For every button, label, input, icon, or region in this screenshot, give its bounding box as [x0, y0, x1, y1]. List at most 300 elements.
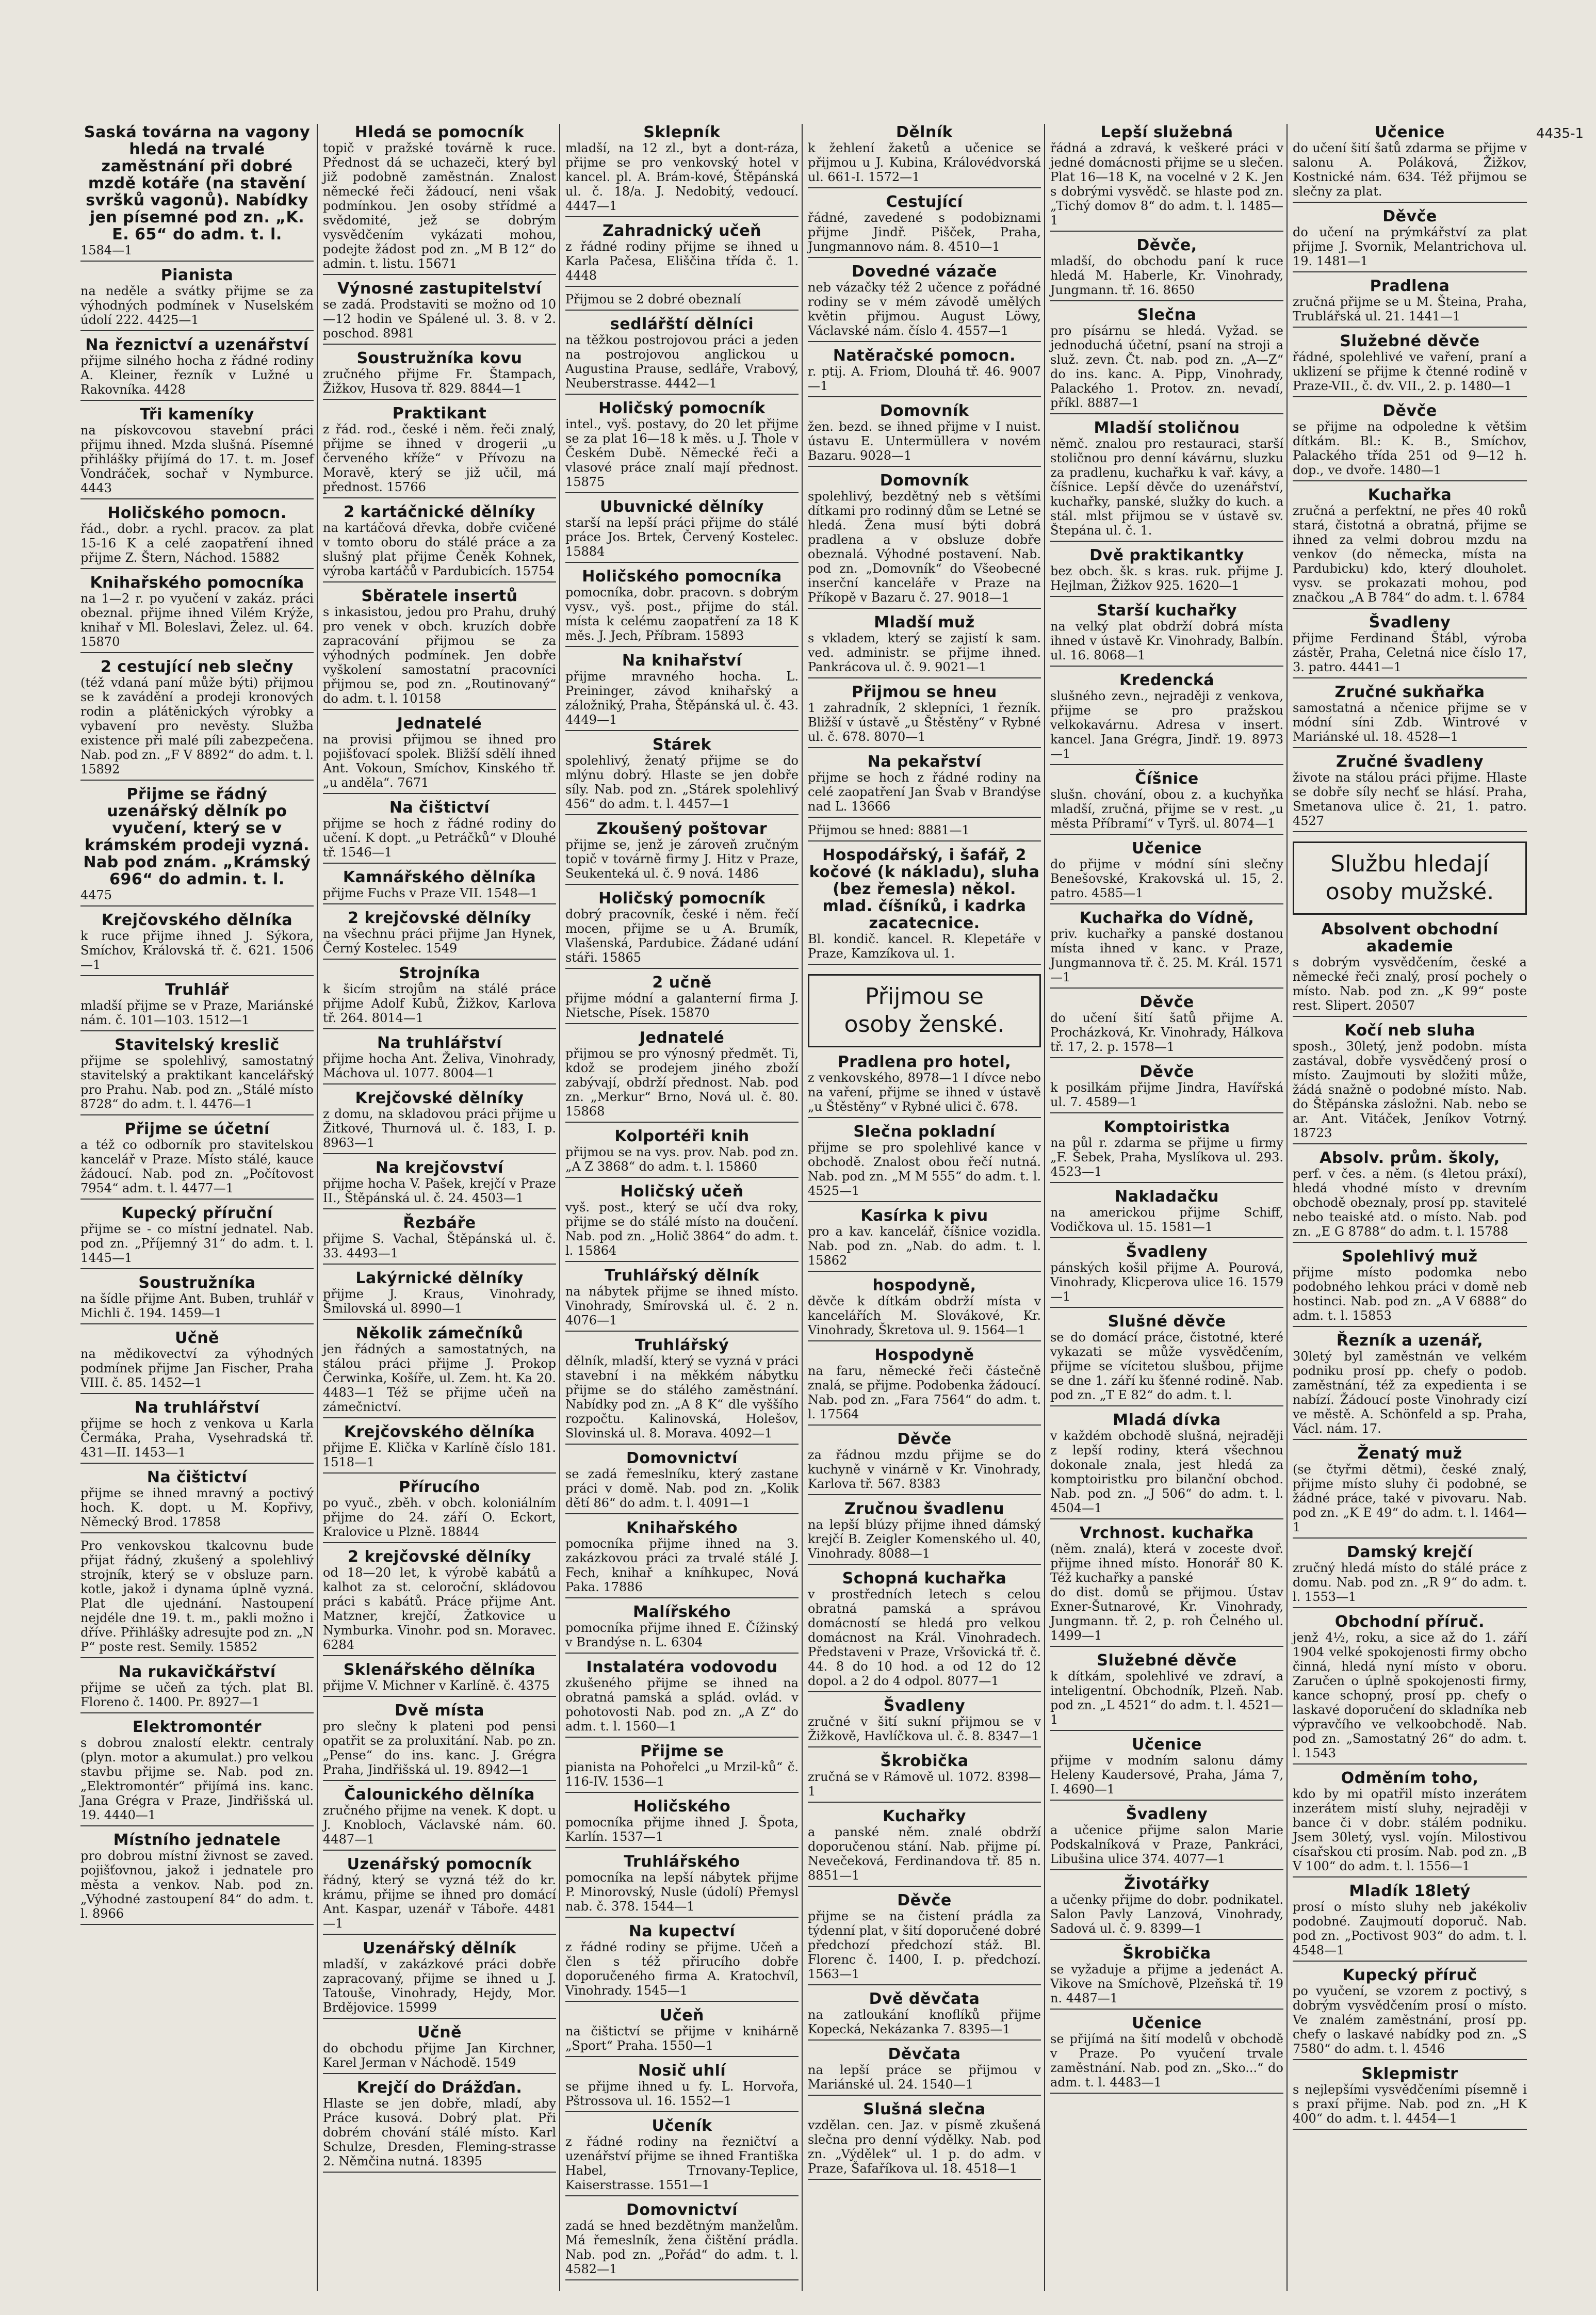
ad-headline: Na truhlářství [377, 1034, 502, 1052]
ad-headline: Knihařského [626, 1519, 738, 1537]
classified-ad [808, 347, 1041, 397]
ad-body: dělník, mladší, který se vyzná v práci stavební i na měkkém nábytku přijme se do stálého zaměstnání. Nabídky pod zn. „A 8 K“ dle vyššího rozpočtu. Kalinovská, Holešov, Slovinská ul. 8. Morava. 4092—1 [565, 1354, 799, 1440]
ad-headline: Zručné sukňařka [1334, 683, 1485, 701]
classified-ad [1050, 1313, 1283, 1406]
classified-ad [323, 1423, 556, 1474]
ad-body: pánských košil přijme A. Pourová, Vinohrady, Klicperova ulice 16. 1579—1 [1050, 1260, 1283, 1304]
classified-ad [1050, 1652, 1283, 1731]
ad-headline: Natěračské pomocn. [833, 347, 1016, 365]
ad-body: pro a kav. kancelář, číšnice vozidla. Nab. pod zn. „Nab. do adm. t. l. 15862 [808, 1224, 1041, 1268]
ad-headline: Holičského pomocn. [107, 504, 287, 522]
classified-ad [808, 1892, 1041, 1985]
ad-body: přijme se hoch z venkova u Karla Čermáka, Praha, Vysehradská tř. 431—II. 1453—1 [80, 1416, 314, 1460]
classified-ad [565, 1853, 799, 1918]
ad-body: pro dobrou místní živnost se zaved. pojišťovnou, jakož i jednatele pro města a venkov. Nab. pod zn. „Výhodné zastoupení 84“ do adm. t. l. 8966 [80, 1849, 314, 1921]
ad-body: na zatloukání knoflíků přijme Kopecká, Nekázanka 7. 8395—1 [808, 2008, 1041, 2036]
ad-headline: Zručnou švadlenu [844, 1500, 1004, 1518]
classified-ad [80, 1539, 314, 1658]
classified-ad [80, 1205, 314, 1269]
classified-ad [565, 652, 799, 731]
ad-body: do obchodu přijme Jan Kirchner, Karel Jerman v Náchodě. 1549 [323, 2041, 556, 2070]
classified-ad [80, 267, 314, 331]
classified-ad [323, 1215, 556, 1265]
ad-headline: Děvče [1139, 993, 1194, 1011]
classified-ad [323, 869, 556, 904]
ad-body: z řádné rodiny na řezničtví a uzenářství přijme se ihned Františka Habel, Trnovany-Teplice, Kaiserstrasse. 1551—1 [565, 2134, 799, 2192]
ad-body: mladší přijme se v Praze, Mariánské nám. č. 101—103. 1512—1 [80, 998, 314, 1027]
classified-ad [565, 222, 799, 287]
ad-body: jenž 4½, roku, a sice až do 1. září 1904 velké spokojenosti firmy obcho činná, hledá nyní místo v oboru. Zaručen o úplně spokojenosti firmy, kance schopný, prosí pp. chefy o laskavé doporučení do skladníka neb výpravčího ve velkoobchodě. Nab. pod zn. „Samostatný 26“ do adm. t. l. 1543 [1293, 1630, 1527, 1760]
ad-headline: Krejčovského dělníka [101, 911, 293, 929]
ad-headline: Kamnářského dělníka [343, 868, 536, 886]
ad-body: na neděle a svátky přijme se za výhodných podmínek v Nuselském údolí 222. 4425—1 [80, 284, 314, 327]
ad-body: spolehlivý, bezdětný neb s většími dítkami pro rodinný dům se Letné se hledá. Žena musí býti dobrá pradlena a v obsluze dobře obeznalá. Výhodné postavení. Nab. pod zn. „Domovník“ do Všeobecné inserční kanceláře v Praze na Příkopě v Bazaru č. 27. 9018—1 [808, 489, 1041, 605]
ad-body: slušného zevn., nejraději z venkova, přijme se pro pražskou velkokavárnu. Adresa v insert. kancel. Jana Grégra, Jindř. 19. 8973—1 [1050, 689, 1283, 761]
ad-body: přijme se pro spolehlivé kance v obchodě. Znalost obou řečí nutná. Nab. pod zn. „M M 555“ do adm. t. l. 4525—1 [808, 1140, 1041, 1198]
ad-body: přijme se hoch z řádné rodiny do učení. K dopt. „u Petráčků“ v Dlouhé tř. 1546—1 [323, 816, 556, 860]
ad-headline: Přijmou se hneu [852, 683, 997, 701]
classified-ad [1293, 487, 1527, 609]
classified-ad [565, 400, 799, 493]
ad-body: s dobrým vysvědčením, české a německé řeči znalý, prosí pochely o místo. Nab. pod zn. „K 99“ poste rest. Slipert. 20507 [1293, 955, 1527, 1013]
classified-ad [80, 336, 314, 401]
ad-body: pro písárnu se hledá. Vyžad. se jednoduchá účetní, psaní na stroji a služ. zevn. Čt. nab. pod zn. „A—Z“ do ins. kanc. A. Pipp, Vinohrady, Palackého 1. Protov. zn. nevadí, příkl. 8887—1 [1050, 323, 1283, 410]
ad-headline: Na krejčovství [375, 1159, 504, 1177]
classified-ad [323, 280, 556, 345]
ad-body: zručný hledá místo do stálé práce z domu. Nab. pod zn. „R 9“ do adm. t. l. 1553—1 [1293, 1561, 1527, 1604]
classified-ad [1050, 602, 1283, 667]
ad-headline: Ubuvnické dělníky [600, 498, 764, 516]
classified-ad [1293, 1613, 1527, 1764]
ad-body: na půl r. zdarma se přijme u firmy „F. Šebek, Praha, Myslíkova ul. 293. 4523—1 [1050, 1136, 1283, 1179]
ad-body: jen řádných a samostatných, na stálou práci přijme J. Prokop Čerwinka, Košíře, ul. Zem. ht. Ka 20. 4483—1 Též se přijme učeň na zámečnictví. [323, 1342, 556, 1414]
ad-headline: Hospodářský, i šafář, 2 kočové (k nákladu), sluha (bez řemesla) někol. mlad. číšníků, i kadrka zacatecnice. [809, 846, 1040, 932]
classified-ad [808, 263, 1041, 342]
page-number: 4435-1 [1536, 126, 1584, 141]
classified-ad [80, 1037, 314, 1115]
section-header-line: osoby ženské. [844, 1011, 1005, 1038]
ad-body: na faru, německé řeči částečně znalá, se přijme. Podobenka žádoucí. Nab. pod zn. „Fara 7564“ do adm. t. l. 17564 [808, 1364, 1041, 1421]
ad-headline: Učenice [1132, 2014, 1202, 2032]
ad-body: přijme hocha Ant. Želiva, Vinohrady, Máchova ul. 1077. 8004—1 [323, 1051, 556, 1080]
ad-headline: Odměním toho, [1341, 1769, 1479, 1787]
ad-headline: Kuchařka [1367, 486, 1452, 504]
classified-ad [808, 2101, 1041, 2180]
column-5 [1047, 124, 1288, 2291]
classified-ad [565, 1519, 799, 1598]
classified-ad [565, 498, 799, 563]
ad-headline: Na řeznictví a uzenářství [85, 336, 309, 354]
classified-ad [323, 1702, 556, 1781]
ad-body: a učenky přijme do dobr. podnikatel. Salon Pavly Lanzová, Vinohrady, Sadová ul. č. 9. 8399—1 [1050, 1892, 1283, 1936]
ad-headline: Na truhlářství [134, 1399, 259, 1417]
classified-ad [323, 1661, 556, 1697]
classified-ad [323, 1479, 556, 1543]
ad-body: přijme se učeň za tých. plat Bl. Floreno č. 1400. Pr. 8927—1 [80, 1680, 314, 1709]
ad-headline: sedlářští dělníci [610, 315, 754, 333]
ad-body: r. ptij. A. Friom, Dlouhá tř. 46. 9007—1 [808, 364, 1041, 393]
ad-body: k ruce přijme ihned J. Sýkora, Smíchov, Královská tř. č. 621. 1506—1 [80, 929, 314, 972]
ad-headline: Stavitelský kreslič [115, 1036, 280, 1054]
ad-headline: Škrobička [880, 1752, 969, 1770]
classified-ad [1293, 333, 1527, 397]
classified-ad [1050, 1188, 1283, 1238]
ad-headline: Truhlářský [634, 1336, 729, 1354]
classified-ad [80, 1719, 314, 1826]
ad-body: přijme mravného hocha. L. Preininger, závod knihařský a záložniký, Praha, Štěpánská ul. č. 43. 4449—1 [565, 669, 799, 727]
classified-ad [1050, 1525, 1283, 1647]
classified-ad [1293, 278, 1527, 328]
ad-body: řádná a zdravá, k veškeré práci v jedné domácnosti přijme se u slečen. Plat 16—18 K, na vocelné v 2 K. Jen s dobrými vysvědč. se hlaste pod zn. „Tichý domov 8“ do adm. t. l. 1485—1 [1050, 141, 1283, 228]
ad-headline: Nakladačku [1115, 1188, 1219, 1206]
classified-ad [80, 1832, 314, 1925]
ad-body: starší na lepší práci přijme do stálé práce Jos. Brtek, Červený Kostelec. 15884 [565, 515, 799, 559]
ad-headline: Švadleny [1126, 1243, 1208, 1261]
classified-ad [80, 574, 314, 653]
ad-body: prosí o místo sluhy neb jakékoliv podobné. Zaujmoutí doporuč. Nab. pod zn. „Poctivost 903“ do adm. t. l. 4548—1 [1293, 1900, 1527, 1957]
classified-ad [565, 1337, 799, 1445]
classified-ad [808, 124, 1041, 188]
classified-ad [808, 1500, 1041, 1565]
ad-body: zručná přijme se u M. Šteina, Praha, Trublářská ul. 21. 1441—1 [1293, 295, 1527, 323]
classified-ad [565, 1450, 799, 1514]
ad-headline: Řezník a uzenář, [1336, 1332, 1484, 1350]
ad-headline: Komptoiristka [1103, 1118, 1230, 1136]
ad-body: němč. znalou pro restauraci, starší stoličnou pro denní kávárnu, sluzku za pradlenu, kuchařku k vař. kávy, a číšnice. Lepší děvče do uzenářství, kuchařky, panské, služky do kuch. a stál. mlst přijmou se v ústavě sv. Štepána ul. č. 1. [1050, 436, 1283, 538]
classified-ad [1050, 770, 1283, 835]
ad-headline: Starší kuchařky [1096, 602, 1237, 620]
ad-body: po vyučení, se vzorem z poctivý, s dobrým vysvědčením prosí o místo. Ve znalém zaměstnání, prosí pp. chefy o laskavé nabídky pod zn. „S 7580“ do adm. t. l. 4546 [1293, 1984, 1527, 2056]
classified-ad [1050, 237, 1283, 301]
ad-body: zručného přijme na venek. K dopt. u J. Knobloch, Václavské nám. 60. 4487—1 [323, 1803, 556, 1847]
ad-headline: Služebné děvče [1097, 1652, 1237, 1670]
ad-body: a učenice přijme salon Marie Podskalníková v Praze, Pankráci, Libušina ulice 374. 4077—1 [1050, 1823, 1283, 1866]
classified-ad [808, 1753, 1041, 1803]
section-header [808, 974, 1041, 1047]
ad-body: na čištictví se přijme v knihárně „Sport“ Praha. 1550—1 [565, 2024, 799, 2053]
ad-body: na všechnu práci přijme Jan Hynek, Černý Kostelec. 1549 [323, 927, 556, 956]
ad-headline: Lepší služebná [1100, 124, 1233, 141]
classified-ad [323, 910, 556, 960]
ad-body: a též co odborník pro stavitelskou kancelář v Praze. Místo stálé, kauce žádoucí. Nab. pod zn. „Počítovost 7954“ adm. t. l. 4477—1 [80, 1138, 314, 1195]
ad-headline: Knihařského pomocníka [90, 574, 304, 592]
ad-body: s nejlepšími vysvědčeními písemně i s praxí přijme. Nab. pod zn. „H K 400“ do adm. t. l. 4454—1 [1293, 2082, 1527, 2126]
ad-body: přijme hocha V. Pašek, krejčí v Praze II., Štěpánská ul. č. 24. 4503—1 [323, 1176, 556, 1205]
ad-body: přijme módní a galanterní firma J. Nietsche, Písek. 15870 [565, 991, 799, 1020]
ad-body: Hlaste se jen dobře, mladí, aby Práce kusová. Dobrý plat. Při dobrém chování stálé místo. Karl Schulze, Dresden, Fleming-strasse 2. Němčina nutná. 18395 [323, 2096, 556, 2168]
ad-headline: Děvče [1139, 1063, 1194, 1081]
classified-ad [323, 1548, 556, 1656]
ad-headline: Nosič uhlí [638, 2062, 726, 2080]
classified-ad [323, 588, 556, 710]
ad-headline: 2 učně [652, 974, 712, 992]
ad-body: k posilkám přijme Jindra, Havířská ul. 7. 4589—1 [1050, 1080, 1283, 1109]
classified-ad [808, 193, 1041, 258]
ad-body: (též vdaná paní může býti) přijmou se k zavádění a prodeji kronových rodin a plátěnických výrobky a vybavení pro nevěsty. Služba existence při malé píli zabezpečena. Nab. pod zn. „F V 8892“ do adm. t. l. 15892 [80, 675, 314, 776]
classified-ad [808, 1808, 1041, 1887]
classified-ad [808, 1990, 1041, 2041]
classified-ad [565, 1923, 799, 2002]
ad-body: na velký plat obdrží dobrá místa ihned v ústavě Kr. Vinohrady, Balbín. ul. 16. 8068—1 [1050, 619, 1283, 662]
ad-headline: Švadleny [1369, 613, 1451, 632]
classified-ad [323, 965, 556, 1029]
classified-ad [1050, 1412, 1283, 1519]
classified-ad [565, 736, 799, 815]
classified-ad [808, 753, 1041, 818]
ad-headline: Zkoušený poštovar [596, 820, 768, 838]
classified-ad [1050, 994, 1283, 1058]
ad-headline: Životářky [1124, 1875, 1210, 1893]
ad-headline: Instalatéra vodovodu [586, 1658, 778, 1676]
classified-ad [323, 2079, 556, 2173]
ad-body: zručná a perfektní, ne přes 40 roků stará, čistotná a obratná, přijme se ihned za velmi dobrou mzdu na venkov (do německa, místa na Pardubicku) kdo, který dlouholet. vysv. se prokazati mohou, pod značkou „A B 784“ do adm. t. l. 6784 [1293, 504, 1527, 605]
ad-headline: Domovník [880, 472, 969, 490]
ad-body: na americkou přijme Schiff, Vodičkova ul. 15. 1581—1 [1050, 1205, 1283, 1234]
ad-body: pomocníka přijme ihned J. Špota, Karlín. 1537—1 [565, 1815, 799, 1844]
classified-ad [808, 823, 1041, 841]
ad-headline: Učně [417, 2023, 462, 2042]
classified-ad [80, 505, 314, 569]
ad-body: na mědikovectví za výhodných podmínek přijme Jan Fischer, Praha VIII. č. 85. 1452—1 [80, 1347, 314, 1390]
ad-headline: Stárek [652, 736, 712, 754]
ad-headline: Kolportéři knih [614, 1127, 750, 1145]
column-2 [320, 124, 560, 2291]
ad-body: neb vázačky též 2 učence z pořádné rodiny se v mém závodě umělých květin přijmou. August Löwy, Václavské nám. číslo 4. 4557—1 [808, 280, 1041, 338]
ad-body: pomocníka, dobr. pracovn. s dobrým vysv., vyš. post., přijme do stál. místa k celému zaopatření za 18 K měs. J. Jech, Příbram. 15893 [565, 585, 799, 643]
classified-ad [80, 1274, 314, 1324]
ad-body: přijme E. Klička v Karlíně číslo 181. 1518—1 [323, 1440, 556, 1469]
classified-ad [1050, 1736, 1283, 1801]
ad-body: živote na stálou práci přijme. Hlaste se dobře síly nechť se hlásí. Praha, Smetanova ulice č. 21, 1. patro. 4527 [1293, 770, 1527, 828]
classified-ad [323, 1786, 556, 1851]
classified-ad [1293, 921, 1527, 1017]
classified-ad [1050, 306, 1283, 414]
ad-headline: Uzenářský dělník [362, 1939, 517, 1957]
classified-ad [1050, 1063, 1283, 1113]
ad-body: samostatná a nčenice přijme se v módní síni Zdb. Wintrové v Mariánské ul. 18. 4528—1 [1293, 701, 1527, 744]
ad-headline: Elektromontér [132, 1718, 262, 1736]
ad-body: na lepší blúzy přijme ihned dámský krejčí B. Zeigler Komenského ul. 40, Vinohrady. 8088—1 [808, 1517, 1041, 1561]
ad-headline: Pianista [160, 266, 234, 284]
ad-headline: Přijme se účetní [124, 1120, 270, 1138]
ad-body: z řádné rodiny přijme se ihned u Karla Pačesa, Eliščina třída č. 1. 4448 [565, 239, 799, 283]
ad-headline: Několik zámečníků [355, 1324, 524, 1342]
ad-headline: Domovnictví [626, 1449, 738, 1467]
ad-headline: Kuchařka do Vídně, [1079, 909, 1255, 927]
classified-ad [80, 1663, 314, 1713]
ad-headline: Absolvent obchodní akademie [1321, 920, 1499, 956]
ad-headline: 2 cestující neb slečny [101, 658, 294, 676]
ad-body: přijme se spolehlivý, samostatný stavitelský a praktikant kancelářský pro Prahu. Nab. pod zn. „Stálé místo 8728“ do adm. t. l. 4476—1 [80, 1054, 314, 1111]
classified-ad [1293, 684, 1527, 748]
ad-body: (něm. znalá), která v zoceste dvoř. přijme ihned místo. Honorář 80 K. Též kuchařky a panské [1050, 1542, 1283, 1585]
ad-body: přijme místo podomka nebo podobného lehkou práci v domě neb hostinci. Nab. pod zn. „A V 6888“ do adm. t. l. 15853 [1293, 1265, 1527, 1323]
ad-body: žen. bezd. se ihned přijme v I nuist. ústavu E. Untermüllera v novém Bazaru. 9028—1 [808, 419, 1041, 463]
classified-ad [323, 799, 556, 864]
ad-body: 1584—1 [80, 243, 133, 257]
ad-body: se do domácí práce, čistotné, které vykazati se může vysvědčením, přijme se vícitetou slušbou, přijme se dne 1. září ku šťenné rodině. Nab. pod zn. „T E 82“ do adm. t. l. [1050, 1330, 1283, 1402]
classified-ad [1050, 1119, 1283, 1183]
ad-headline: Učenice [1132, 839, 1202, 857]
ad-body: na šídle přijme Ant. Buben, truhlář v Michli č. 194. 1459—1 [80, 1291, 314, 1320]
classified-ad [565, 820, 799, 885]
ad-headline: Truhlářský dělník [604, 1267, 759, 1285]
column-6 [1290, 124, 1530, 2291]
classified-ad [808, 1123, 1041, 1202]
ad-body: 4475 [80, 888, 112, 902]
ad-body: s inkasistou, jedou pro Prahu, druhý pro venek v obch. kruzích dobře zapracování přijmou se za výhodných podmínek. Jen dobře vyškolení samostatní pracovníci přijmou se, pod zn. „Routinovaný“ do adm. t. l. 10158 [323, 605, 556, 706]
ad-headline: Číšnice [1135, 770, 1199, 788]
ad-headline: Kuchařky [883, 1807, 966, 1825]
classified-ad [1293, 1022, 1527, 1144]
ad-headline: Sklenářského dělníka [343, 1661, 536, 1679]
ad-headline: Jednatelé [397, 715, 482, 733]
ad-headline: Mladá dívka [1113, 1411, 1221, 1429]
ad-body: se přijme na odpoledne k většim dítkám. Bl.: K. B., Smíchov, Palackého třída 251 od 9—12 h. dop., ve dvoře. 1480—1 [1293, 419, 1527, 477]
ad-body: přijmou se na vys. prov. Nab. pod zn. „A Z 3868“ do adm. t. l. 15860 [565, 1145, 799, 1174]
classified-ad [1050, 2015, 1283, 2094]
ad-headline: Ženatý muž [1357, 1445, 1462, 1463]
classified-ad [80, 658, 314, 781]
ad-body: dobrý pracovník, české i něm. řečí mocen, přijme se u A. Brumík, Vlašenská, Pardubice. Žádané udání stáři. 15865 [565, 907, 799, 965]
classified-ad [323, 1325, 556, 1418]
ad-body: s dobrou znalostí elektr. centraly (plyn. motor a akumulat.) pro velkou stavbu přijme se. Nab. pod zn. „Elektromontér“ přijímá ins. kanc. Jana Grégra v Praze, Jindřišská ul. 19. 4440—1 [80, 1736, 314, 1822]
classified-ad [1293, 208, 1527, 272]
ad-headline: Na pekařství [867, 753, 982, 771]
classified-ad [323, 1090, 556, 1154]
classified-ad [1050, 840, 1283, 904]
ad-body: mladší, v zakázkové práci dobře zapracovaný, přijme se ihned u J. Tatouše, Vinohrady, Hejdy, Mor. Brdějovice. 15999 [323, 1957, 556, 2015]
classified-ad [80, 1399, 314, 1464]
section-header-line: osoby mužské. [1325, 879, 1494, 905]
classified-ad [80, 1469, 314, 1533]
classified-ad [323, 1159, 556, 1209]
ad-headline: Učeník [652, 2117, 712, 2135]
ad-body: do učení šití šatů zdarma se přijme v salonu A. Poláková, Žižkov, Kostnické nám. 634. Též přijmou se slečny za plat. [1293, 141, 1527, 199]
classified-ad [1050, 1243, 1283, 1308]
ad-body: pro slečny k plateni pod pensi opatřit se za proluxitání. Nab. po zn. „Pense“ do ins. kanc. J. Grégra Praha, Jindřišská ul. 19. 8942—1 [323, 1719, 556, 1777]
classified-ad [565, 974, 799, 1024]
classified-ad [80, 786, 314, 906]
ad-body: k žehlení žaketů a učenice se přijmou u J. Kubina, Královédvorská ul. 661-I. 1572—1 [808, 141, 1041, 184]
classified-ad [80, 124, 314, 262]
ad-body: Pro venkovskou tkalcovnu bude přijat řádný, zkušený a spolehlivý strojník, který se v obsluze parn. kotle, jakož i dynama úplně vyzná. Plat dle ujednání. Nastoupení nejdéle dne 19. t. m., pakli možno i dříve. Přihlášky adresujte pod zn. „N P“ poste rest. Semily. 15852 [80, 1539, 314, 1654]
ad-headline: Obchodní příruč. [1334, 1613, 1485, 1631]
ad-body: do dist. domů se přijmou. Ústav Exner-Šutnarové, Kr. Vinohrady, Jungmann. tř. 2, p. roh Čelného ul. 1499—1 [1050, 1585, 1283, 1643]
classified-ad [80, 1330, 314, 1394]
classified-ad [1293, 1883, 1527, 1962]
ad-body: mladší, do obchodu paní k ruce hledá M. Haberle, Kr. Vinohrady, Jungmann. tř. 16. 8650 [1050, 254, 1283, 297]
classified-ad [1293, 1248, 1527, 1327]
ad-body: (se čtyřmi dětmi), české znalý, přijme místo sluhy či podobné, se žádné práce, také v pivovaru. Nab. pod zn. „K E 49“ do adm. t. l. 1464—1 [1293, 1462, 1527, 1534]
classified-ad [808, 402, 1041, 467]
ad-body: pomocníka přijme ihned na 3. zakázkovou práci za trvalé stálé J. Fech, knihař a kníhkupec, Nová Paka. 17886 [565, 1536, 799, 1594]
classified-ad [565, 1128, 799, 1178]
ad-headline: Sklepmistr [1361, 2065, 1458, 2083]
ad-body: se přijme ihned u fy. L. Horvořa, Pštrossova ul. 16. 1552—1 [565, 2079, 799, 2108]
classified-ad [808, 472, 1041, 609]
classified-ad [565, 1029, 799, 1123]
ad-headline: Truhlářského [624, 1853, 740, 1871]
classified-ad [565, 1604, 799, 1654]
classified-ad [808, 847, 1041, 965]
ad-body: přijmou se pro výnosný předmět. Ti, kdož se prodejem jiného zboží zabývají, obdrží přednost. Nab. pod zn. „Merkur“ Brno, Nová ul. č. 80. 15868 [565, 1046, 799, 1119]
classified-ad [565, 568, 799, 647]
ad-headline: Na rukavičkářství [118, 1663, 276, 1681]
classified-ad [323, 1940, 556, 2019]
ad-headline: Praktikant [392, 404, 487, 423]
ad-headline: Spolehlivý muž [1342, 1248, 1478, 1266]
classified-ad [323, 504, 556, 582]
ad-headline: Děvče [1382, 402, 1437, 420]
classified-ad [808, 1697, 1041, 1747]
ad-headline: Sběratele insertů [361, 587, 518, 605]
ad-body: přijme J. Kraus, Vinohrady, Šmilovská ul. 8990—1 [323, 1287, 556, 1316]
classified-ad [323, 1856, 556, 1935]
ad-headline: Domovník [880, 402, 969, 420]
ad-headline: Truhlář [165, 981, 229, 999]
ad-headline: Strojníka [399, 964, 480, 982]
ad-headline: Děvčata [888, 2045, 961, 2063]
classified-ad [565, 124, 799, 217]
classified-ad [1050, 547, 1283, 597]
classified-ad [1293, 1967, 1527, 2060]
ad-headline: Dvě místa [395, 1702, 484, 1720]
ad-headline: Učně [175, 1329, 219, 1347]
ad-headline: Učenice [1132, 1736, 1202, 1754]
ad-headline: Tři kameníky [140, 406, 254, 424]
ad-body: vzdělan. cen. Jaz. v písmě zkušená slečna pro denní výdělky. Nab. pod zn. „Výdělek“ ul. 1 p. do adm. v Praze, Šafaříkova ul. 18. 4518—1 [808, 2118, 1041, 2176]
ad-headline: Na čištictví [389, 799, 490, 817]
classified-ad [80, 1121, 314, 1200]
ad-body: kdo by mi opatřil místo inzerátem inzerátem mistí sluhy, nejraději v bance či v dobr. stálém podniku. Jsem 30letý, vysl. vojín. Milostivou císařskou cti prosím. Nab. pod zn. „B V 100“ do adm. t. l. 1556—1 [1293, 1787, 1527, 1873]
classified-ad [1293, 1150, 1527, 1243]
column-1 [77, 124, 318, 2291]
ad-headline: Mladík 18letý [1349, 1882, 1471, 1900]
classified-ad [1293, 1544, 1527, 1608]
ad-body: a panské něm. znalé obdrží doporučenou stání. Nab. přijme pí. Nevečeková, Ferdinandova tř. 85 n. 8851—1 [808, 1825, 1041, 1883]
classified-ad [80, 406, 314, 499]
ad-headline: Švadleny [883, 1697, 966, 1715]
ad-headline: Pradlena pro hotel, [837, 1053, 1012, 1071]
classified-ad [1050, 124, 1283, 232]
ad-body: Bl. kondič. kancel. R. Klepetáře v Praze, Kamzíkova ul. 1. [808, 932, 1041, 961]
ad-headline: Slečna pokladní [853, 1123, 996, 1141]
ad-headline: 2 kartáčnické dělníky [344, 503, 535, 521]
ad-body: intel., vyš. postavy, do 20 let přijme se za plat 16—18 k měs. u J. Thole v Českém Dubě. Německé řeči a vlasové práce znalí mají přednost. 15875 [565, 417, 799, 489]
ad-headline: Mladší stoličnou [1094, 419, 1240, 437]
ad-body: na nábytek přijme se ihned místo. Vinohrady, Smírovská ul. č. 2 n. 4076—1 [565, 1284, 799, 1328]
classified-ad [1293, 753, 1527, 832]
classified-ad [323, 2024, 556, 2074]
ad-body: pomocníka na lepší nábytek přijme P. Minorovský, Nusle (údolí) Přemysl nab. č. 378. 1544—1 [565, 1870, 799, 1914]
classified-ad [1050, 910, 1283, 989]
ad-headline: Pradlena [1370, 277, 1450, 295]
classified-ad [565, 292, 799, 311]
classified-ad [565, 890, 799, 969]
ad-body: řádné, zavedené s podobiznami přijme Jindř. Pišček, Praha, Jungmannovo nám. 8. 4510—1 [808, 211, 1041, 254]
ad-body: z řád. rod., české i něm. řeči znalý, přijme se ihned v drogerii „u červeného kříže“ v Přívozu na Moravě, který se již učil, má přednost. 15766 [323, 422, 556, 494]
ad-body: do přijme v módní síni slečny Benešovské, Krakovská ul. 15, 2. patro. 4585—1 [1050, 857, 1283, 900]
ad-body: na provisi přijmou se ihned pro pojišťovací spolek. Bližší sdělí ihned Ant. Vokoun, Smíchov, Kinského tř. „u anděla“. 7671 [323, 732, 556, 790]
ad-body: Přijmou se hned: 8881—1 [808, 823, 970, 837]
ad-body: k šicím strojům na stálé práce přijme Adolf Kubů, Žižkov, Karlova tř. 264. 8014—1 [323, 982, 556, 1025]
ad-body: zručného přijme Fr. Štampach, Žižkov, Husova tř. 829. 8844—1 [323, 367, 556, 396]
classified-ad [808, 1207, 1041, 1272]
ad-headline: Děvče, [1136, 236, 1197, 254]
ad-body: na lepší práce se přijmou v Mariánské ul. 24. 1540—1 [808, 2063, 1041, 2092]
classified-ad [323, 715, 556, 794]
